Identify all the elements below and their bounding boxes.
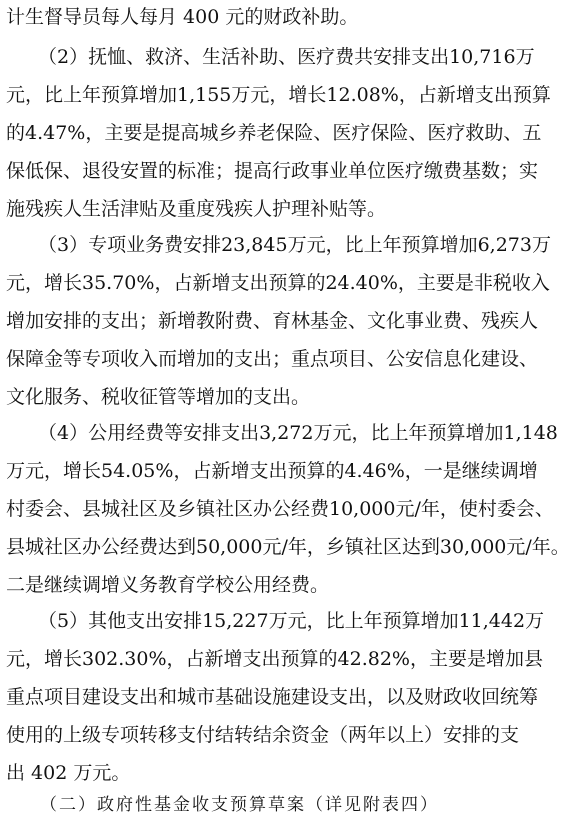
text-line: 村委会、县城社区及乡镇社区办公经费10,000元/年，使村委会、 [6, 498, 554, 520]
paragraph-3-line-1: （3）专项业务费安排23,845万元，比上年预算增加6,273万 [38, 234, 551, 256]
text-line: 计生督导员每人每月 400 元的财政补助。 [6, 6, 359, 28]
text-line: 出 402 万元。 [6, 762, 131, 784]
text-line: 增加安排的支出；新增教附费、育林基金、文化事业费、残疾人 [6, 310, 539, 332]
text-line: 县城社区办公经费达到50,000元/年，乡镇社区达到30,000元/年。 [6, 536, 570, 558]
paragraph-2-line-1: （2）抚恤、救济、生活补助、医疗费共安排支出10,716万 [38, 46, 535, 68]
text-line: 元，增长35.70%，占新增支出预算的24.40%，主要是非税收入 [6, 272, 550, 294]
text-line: 重点项目建设支出和城市基础设施建设支出，以及财政收回统筹 [6, 686, 539, 708]
text-line: 二是继续调增义务教育学校公用经费。 [6, 574, 330, 596]
paragraph-5-line-1: （5）其他支出安排15,227万元，比上年预算增加11,442万 [38, 610, 545, 632]
text-line: 元，增长302.30%，占新增支出预算的42.82%，主要是增加县 [6, 648, 543, 670]
text-line: 文化服务、税收征管等增加的支出。 [6, 386, 311, 408]
text-line: 元，比上年预算增加1,155万元，增长12.08%，占新增支出预算 [6, 84, 551, 106]
section-heading: （二）政府性基金收支预算草案（详见附表四） [40, 795, 439, 815]
text-line: 的4.47%，主要是提高城乡养老保险、医疗保险、医疗救助、五 [6, 122, 542, 144]
text-line: 保低保、退役安置的标准；提高行政事业单位医疗缴费基数；实 [6, 160, 539, 182]
text-line: 万元，增长54.05%，占新增支出预算的4.46%，一是继续调增 [6, 460, 538, 482]
paragraph-4-line-1: （4）公用经费等安排支出3,272万元，比上年预算增加1,148 [38, 422, 558, 444]
text-line: 施残疾人生活津贴及重度残疾人护理补贴等。 [6, 198, 387, 220]
text-line: 使用的上级专项转移支付结转结余资金（两年以上）安排的支 [6, 724, 520, 746]
text-line: 保障金等专项收入而增加的支出；重点项目、公安信息化建设、 [6, 348, 539, 370]
